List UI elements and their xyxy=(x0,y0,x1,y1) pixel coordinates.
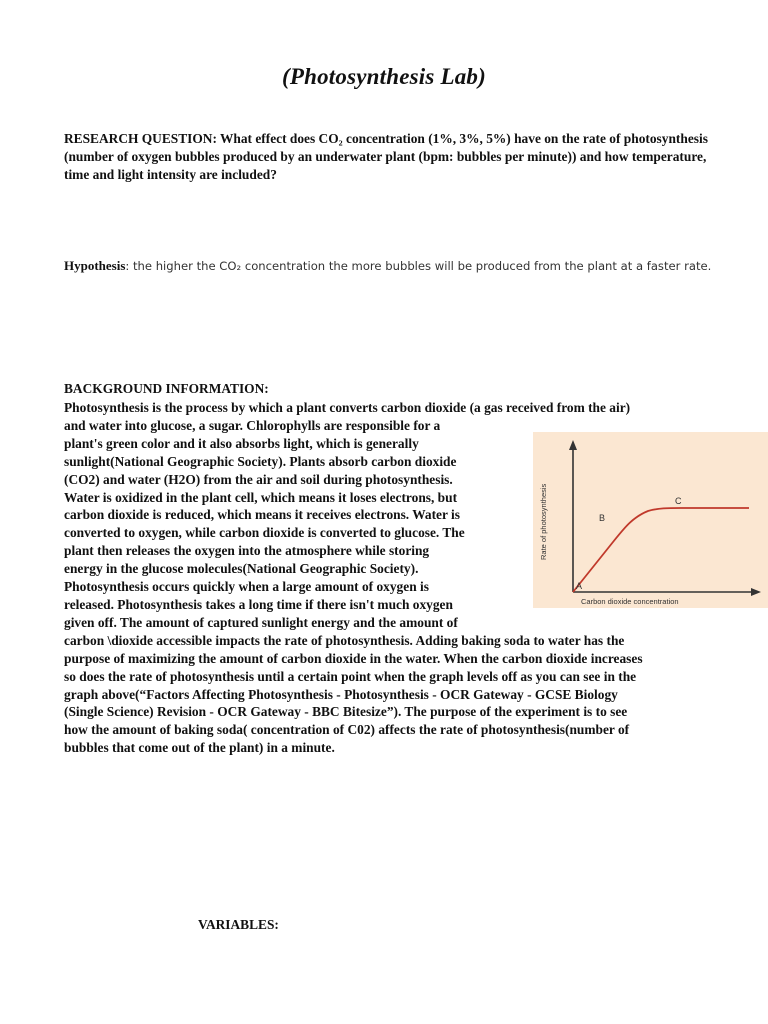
background-heading: BACKGROUND INFORMATION: xyxy=(64,381,269,396)
background-line: (CO2) and water (H2O) from the air and soil during photosynthesis. xyxy=(64,471,453,487)
point-label-b: B xyxy=(599,513,606,523)
background-line: plant then releases the oxygen into the atmosphere while storing xyxy=(64,543,430,559)
hypothesis-text: : the higher the CO₂ concentration the more bubbles will be produced from the plant at a faster rate. xyxy=(125,259,712,273)
hypothesis xyxy=(64,257,714,275)
background-line: released. Photosynthesis takes a long time if there isn't much oxygen xyxy=(64,596,453,612)
x-axis-arrow xyxy=(751,588,761,596)
y-axis-label: Rate of photosynthesis xyxy=(539,483,548,560)
background-line: (Single Science) Revision - OCR Gateway - BBC Bitesize”). The purpose of the experiment is to see xyxy=(64,704,628,720)
background-line: bubbles that come out of the plant) in a minute. xyxy=(64,740,335,756)
background-line: carbon dioxide is reduced, which means it receives electrons. Water is xyxy=(64,507,460,523)
page-title: (Photosynthesis Lab) xyxy=(282,64,486,89)
point-label-a: A xyxy=(576,581,583,591)
background-line: sunlight(National Geographic Society). Plants absorb carbon dioxide xyxy=(64,453,457,469)
background-line: Water is oxidized in the plant cell, which means it loses electrons, but xyxy=(64,489,458,505)
hypothesis-label: Hypothesis xyxy=(64,258,126,273)
point-label-c: C xyxy=(675,496,682,506)
background-line: converted to oxygen, while carbon dioxide is converted to glucose. The xyxy=(64,525,465,541)
background-line: purpose of maximizing the amount of carbon dioxide in the water. When the carbon dioxide increases xyxy=(64,650,643,666)
background-line: carbon \dioxide accessible impacts the rate of photosynthesis. Adding baking soda to water has the xyxy=(64,632,625,648)
background-line: and water into glucose, a sugar. Chlorophylls are responsible for a xyxy=(64,417,441,433)
background-line: Photosynthesis occurs quickly when a large amount of oxygen is xyxy=(64,579,429,595)
background-line: so does the rate of photosynthesis until a certain point when the graph levels off as you can see in the xyxy=(64,668,637,684)
background-line: given off. The amount of captured sunlight energy and the amount of xyxy=(64,614,458,630)
background-line: plant's green color and it also absorbs light, which is generally xyxy=(64,435,419,451)
y-axis-arrow xyxy=(569,440,577,450)
background-line: energy in the glucose molecules(National Geographic Society). xyxy=(64,561,419,577)
background-line: how the amount of baking soda( concentration of C02) affects the rate of photosynthesis(number of xyxy=(64,722,630,738)
x-axis-label: Carbon dioxide concentration xyxy=(581,597,679,606)
photosynthesis-graph xyxy=(533,432,768,608)
background-line: graph above(“Factors Affecting Photosynthesis - Photosynthesis - OCR Gateway - GCSE Biology xyxy=(64,686,618,702)
variables-heading: VARIABLES: xyxy=(198,917,279,932)
background-line: Photosynthesis is the process by which a plant converts carbon dioxide (a gas received from the air) xyxy=(64,400,631,415)
research-question: RESEARCH QUESTION: What effect does CO₂ concentration (1%, 3%, 5%) have on the rate of photosynthesis (number of oxygen bubbles produced by an underwater plant (bpm: bubbles per minute)) and how temperature, time and light intensity are included? xyxy=(64,131,708,182)
graph-svg xyxy=(533,432,768,608)
